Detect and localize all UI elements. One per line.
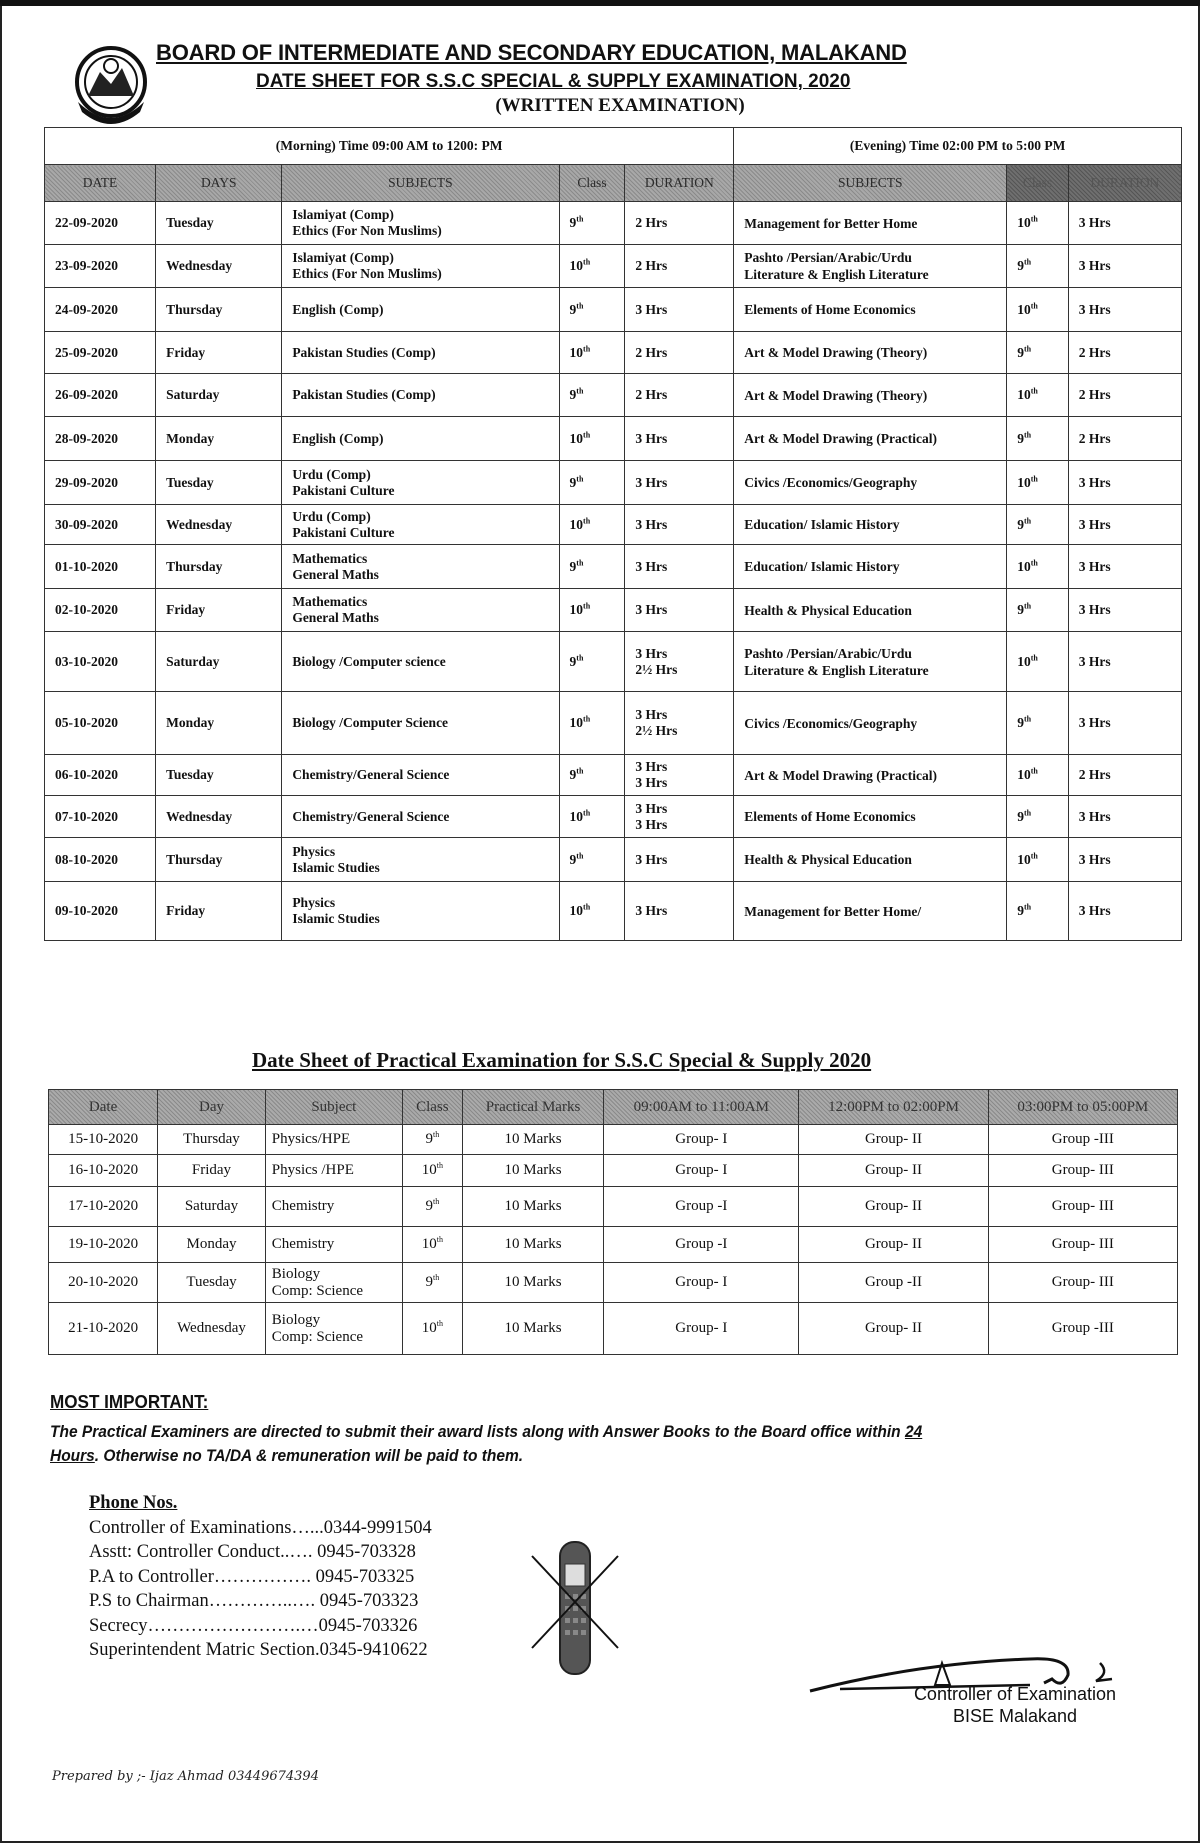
pcol-slot-3: 03:00PM to 05:00PM: [988, 1090, 1177, 1125]
morning-subject: English (Comp): [282, 417, 559, 461]
evening-subject: Education/ Islamic History: [734, 545, 1007, 589]
practical-date: 15-10-2020: [49, 1125, 158, 1155]
col-class-morning: Class: [559, 165, 625, 202]
evening-duration: 3 Hrs: [1068, 461, 1181, 505]
written-row: [45, 692, 1182, 755]
practical-class: 9th: [402, 1263, 462, 1303]
evening-subject: Art & Model Drawing (Theory): [734, 374, 1007, 417]
evening-duration: 3 Hrs: [1068, 838, 1181, 882]
exam-date: 09-10-2020: [45, 882, 156, 941]
practical-date: 19-10-2020: [49, 1227, 158, 1263]
no-mobile-phone-icon: [530, 1538, 620, 1678]
morning-class: 10th: [559, 796, 625, 838]
morning-duration: 2 Hrs: [625, 245, 734, 288]
exam-date: 29-09-2020: [45, 461, 156, 505]
evening-session-label: (Evening) Time 02:00 PM to 5:00 PM: [734, 128, 1182, 165]
evening-class: 9th: [1007, 417, 1068, 461]
evening-class: 9th: [1007, 692, 1068, 755]
practical-row: [49, 1303, 1178, 1355]
morning-class: 10th: [559, 692, 625, 755]
notice-text-1: The Practical Examiners are directed to submit their award lists along with Answer Books to the Board office within: [50, 1423, 905, 1441]
exam-day: Friday: [156, 332, 282, 374]
morning-subject: Mathematics General Maths: [282, 589, 559, 632]
morning-duration: 3 Hrs: [625, 589, 734, 632]
morning-subject: Chemistry/General Science: [282, 796, 559, 838]
morning-duration: 3 Hrs 3 Hrs: [625, 796, 734, 838]
evening-class: 10th: [1007, 755, 1068, 796]
evening-subject: Management for Better Home/: [734, 882, 1007, 941]
evening-duration: 2 Hrs: [1068, 417, 1181, 461]
pcol-subject: Subject: [265, 1090, 402, 1125]
exam-day: Saturday: [156, 374, 282, 417]
practical-slot-1: Group- I: [604, 1263, 799, 1303]
practical-class: 9th: [402, 1125, 462, 1155]
written-row: [45, 882, 1182, 941]
exam-date: 25-09-2020: [45, 332, 156, 374]
morning-class: 10th: [559, 417, 625, 461]
practical-slot-1: Group- I: [604, 1155, 799, 1187]
evening-class: 10th: [1007, 632, 1068, 692]
practical-slot-3: Group- III: [988, 1227, 1177, 1263]
evening-class: 9th: [1007, 332, 1068, 374]
morning-duration: 3 Hrs: [625, 505, 734, 545]
org-title: BOARD OF INTERMEDIATE AND SECONDARY EDUCATION, MALAKAND: [156, 40, 907, 65]
practical-slot-2: Group- II: [799, 1125, 988, 1155]
written-exam-table: [44, 127, 1182, 941]
morning-class: 10th: [559, 245, 625, 288]
phone-entry: P.A to Controller……………. 0945-703325: [89, 1566, 415, 1587]
morning-subject: Physics Islamic Studies: [282, 882, 559, 941]
evening-class: 10th: [1007, 202, 1068, 245]
evening-subject: Management for Better Home: [734, 202, 1007, 245]
evening-duration: 3 Hrs: [1068, 202, 1181, 245]
evening-subject: Pashto /Persian/Arabic/Urdu Literature & English Literature: [734, 632, 1007, 692]
col-class-evening: Class: [1007, 165, 1068, 202]
exam-day: Friday: [156, 589, 282, 632]
written-row: [45, 288, 1182, 332]
practical-marks: 10 Marks: [462, 1187, 604, 1227]
practical-slot-2: Group -II: [799, 1263, 988, 1303]
practical-slot-2: Group- II: [799, 1187, 988, 1227]
evening-class: 10th: [1007, 288, 1068, 332]
practical-subject: Physics/HPE: [265, 1125, 402, 1155]
pcol-class: Class: [402, 1090, 462, 1125]
morning-class: 9th: [559, 461, 625, 505]
practical-marks: 10 Marks: [462, 1125, 604, 1155]
evening-duration: 3 Hrs: [1068, 692, 1181, 755]
written-row: [45, 796, 1182, 838]
practical-day: Thursday: [158, 1125, 266, 1155]
practical-row: [49, 1187, 1178, 1227]
practical-slot-1: Group -I: [604, 1187, 799, 1227]
practical-day: Monday: [158, 1227, 266, 1263]
col-subjects-morning: SUBJECTS: [282, 165, 559, 202]
evening-class: 9th: [1007, 589, 1068, 632]
evening-class: 9th: [1007, 505, 1068, 545]
exam-day: Tuesday: [156, 755, 282, 796]
morning-subject: Chemistry/General Science: [282, 755, 559, 796]
practical-class: 10th: [402, 1227, 462, 1263]
morning-duration: 2 Hrs: [625, 374, 734, 417]
morning-duration: 3 Hrs: [625, 545, 734, 589]
exam-day: Wednesday: [156, 245, 282, 288]
phone-entry: P.S to Chairman…………..…. 0945-703323: [89, 1591, 419, 1611]
phone-entry: Controller of Examinations…...0344-9991504: [89, 1517, 432, 1538]
morning-class: 9th: [559, 838, 625, 882]
evening-class: 10th: [1007, 545, 1068, 589]
practical-subject: Physics /HPE: [265, 1155, 402, 1187]
morning-duration: 2 Hrs: [625, 202, 734, 245]
evening-subject: Health & Physical Education: [734, 589, 1007, 632]
morning-subject: Islamiyat (Comp) Ethics (For Non Muslims): [282, 202, 559, 245]
evening-subject: Education/ Islamic History: [734, 505, 1007, 545]
exam-date: 26-09-2020: [45, 374, 156, 417]
evening-subject: Art & Model Drawing (Practical): [734, 417, 1007, 461]
col-duration-morning: DURATION: [625, 165, 734, 202]
practical-row: [49, 1125, 1178, 1155]
col-subjects-evening: SUBJECTS: [734, 165, 1007, 202]
practical-class: 9th: [402, 1187, 462, 1227]
exam-date: 07-10-2020: [45, 796, 156, 838]
morning-session-label: (Morning) Time 09:00 AM to 1200: PM: [45, 128, 734, 165]
morning-subject: Urdu (Comp) Pakistani Culture: [282, 505, 559, 545]
pcol-slot-2: 12:00PM to 02:00PM: [799, 1090, 988, 1125]
practical-title: Date Sheet of Practical Examination for S.S.C Special & Supply 2020: [252, 1048, 872, 1072]
written-row: [45, 589, 1182, 632]
practical-slot-1: Group- I: [604, 1303, 799, 1355]
evening-class: 9th: [1007, 245, 1068, 288]
exam-date: 23-09-2020: [45, 245, 156, 288]
practical-marks: 10 Marks: [462, 1263, 604, 1303]
morning-subject: Islamiyat (Comp) Ethics (For Non Muslims): [282, 245, 559, 288]
practical-exam-table: [48, 1089, 1178, 1355]
exam-day: Tuesday: [156, 202, 282, 245]
notice-24: 24: [904, 1423, 923, 1441]
evening-class: 9th: [1007, 882, 1068, 941]
practical-marks: 10 Marks: [462, 1303, 604, 1355]
written-row: [45, 374, 1182, 417]
practical-day: Friday: [158, 1155, 266, 1187]
practical-date: 21-10-2020: [49, 1303, 158, 1355]
morning-subject: Mathematics General Maths: [282, 545, 559, 589]
evening-duration: 3 Hrs: [1068, 882, 1181, 941]
exam-day: Wednesday: [156, 796, 282, 838]
exam-day: Friday: [156, 882, 282, 941]
written-row: [45, 838, 1182, 882]
evening-duration: 2 Hrs: [1068, 332, 1181, 374]
morning-duration: 2 Hrs: [625, 332, 734, 374]
evening-subject: Civics /Economics/Geography: [734, 461, 1007, 505]
written-row: [45, 245, 1182, 288]
col-duration-evening: DURATION: [1068, 165, 1181, 202]
evening-duration: 3 Hrs: [1068, 589, 1181, 632]
evening-subject: Health & Physical Education: [734, 838, 1007, 882]
morning-class: 9th: [559, 755, 625, 796]
practical-subject: Biology Comp: Science: [265, 1263, 402, 1303]
practical-row: [49, 1155, 1178, 1187]
evening-duration: 3 Hrs: [1068, 545, 1181, 589]
pcol-slot-1: 09:00AM to 11:00AM: [604, 1090, 799, 1125]
morning-duration: 3 Hrs 2½ Hrs: [625, 692, 734, 755]
practical-slot-3: Group -III: [988, 1125, 1177, 1155]
practical-marks: 10 Marks: [462, 1155, 604, 1187]
morning-class: 9th: [559, 374, 625, 417]
scan-top-edge: [0, 0, 1200, 6]
morning-duration: 3 Hrs: [625, 461, 734, 505]
phone-entry: Superintendent Matric Section.0345-9410622: [89, 1640, 428, 1660]
signatory-org: BISE Malakand: [952, 1706, 1078, 1726]
notice-heading: MOST IMPORTANT:: [50, 1392, 209, 1412]
practical-class: 10th: [402, 1303, 462, 1355]
morning-class: 10th: [559, 589, 625, 632]
morning-duration: 3 Hrs: [625, 882, 734, 941]
morning-subject: Physics Islamic Studies: [282, 838, 559, 882]
exam-date: 01-10-2020: [45, 545, 156, 589]
practical-subject: Biology Comp: Science: [265, 1303, 402, 1355]
practical-date: 17-10-2020: [49, 1187, 158, 1227]
col-days: DAYS: [156, 165, 282, 202]
exam-day: Monday: [156, 692, 282, 755]
evening-subject: Elements of Home Economics: [734, 796, 1007, 838]
written-row: [45, 202, 1182, 245]
exam-day: Thursday: [156, 288, 282, 332]
notice-hours: Hours: [50, 1447, 95, 1465]
exam-subtitle: (WRITTEN EXAMINATION): [495, 95, 745, 116]
written-row: [45, 545, 1182, 589]
exam-day: Thursday: [156, 545, 282, 589]
morning-subject: Urdu (Comp) Pakistani Culture: [282, 461, 559, 505]
phone-heading: Phone Nos.: [89, 1493, 178, 1513]
practical-date: 16-10-2020: [49, 1155, 158, 1187]
signatory: [890, 1683, 1140, 1727]
exam-date: 06-10-2020: [45, 755, 156, 796]
phone-entry: Secrecy…………………….…0945-703326: [89, 1615, 418, 1636]
practical-subject: Chemistry: [265, 1187, 402, 1227]
pcol-marks: Practical Marks: [462, 1090, 604, 1125]
phone-numbers: [89, 1491, 509, 1663]
sheet-title: DATE SHEET FOR S.S.C SPECIAL & SUPPLY EXAMINATION, 2020: [256, 71, 851, 92]
evening-duration: 3 Hrs: [1068, 288, 1181, 332]
morning-class: 9th: [559, 288, 625, 332]
evening-subject: Civics /Economics/Geography: [734, 692, 1007, 755]
exam-date: 02-10-2020: [45, 589, 156, 632]
written-row: [45, 505, 1182, 545]
exam-day: Monday: [156, 417, 282, 461]
evening-duration: 2 Hrs: [1068, 755, 1181, 796]
practical-slot-3: Group- III: [988, 1155, 1177, 1187]
practical-marks: 10 Marks: [462, 1227, 604, 1263]
practical-subject: Chemistry: [265, 1227, 402, 1263]
morning-subject: Pakistan Studies (Comp): [282, 332, 559, 374]
exam-day: Saturday: [156, 632, 282, 692]
exam-date: 08-10-2020: [45, 838, 156, 882]
exam-date: 28-09-2020: [45, 417, 156, 461]
exam-date: 05-10-2020: [45, 692, 156, 755]
practical-class: 10th: [402, 1155, 462, 1187]
practical-slot-1: Group- I: [604, 1125, 799, 1155]
evening-class: 10th: [1007, 838, 1068, 882]
practical-row: [49, 1227, 1178, 1263]
evening-subject: Art & Model Drawing (Theory): [734, 332, 1007, 374]
practical-day: Saturday: [158, 1187, 266, 1227]
morning-subject: Pakistan Studies (Comp): [282, 374, 559, 417]
morning-class: 9th: [559, 202, 625, 245]
exam-day: Thursday: [156, 838, 282, 882]
exam-date: 03-10-2020: [45, 632, 156, 692]
evening-duration: 3 Hrs: [1068, 505, 1181, 545]
morning-class: 10th: [559, 332, 625, 374]
practical-row: [49, 1263, 1178, 1303]
notice-text-2: . Otherwise no TA/DA & remuneration will be paid to them.: [94, 1447, 524, 1465]
morning-class: 9th: [559, 632, 625, 692]
morning-subject: English (Comp): [282, 288, 559, 332]
evening-duration: 3 Hrs: [1068, 632, 1181, 692]
exam-date: 24-09-2020: [45, 288, 156, 332]
notice-body: [50, 1420, 1093, 1468]
written-row: [45, 417, 1182, 461]
practical-day: Wednesday: [158, 1303, 266, 1355]
evening-class: 10th: [1007, 374, 1068, 417]
practical-slot-2: Group- II: [799, 1227, 988, 1263]
morning-class: 10th: [559, 505, 625, 545]
exam-date: 22-09-2020: [45, 202, 156, 245]
morning-subject: Biology /Computer Science: [282, 692, 559, 755]
exam-day: Tuesday: [156, 461, 282, 505]
written-row: [45, 332, 1182, 374]
morning-duration: 3 Hrs: [625, 838, 734, 882]
morning-duration: 3 Hrs: [625, 288, 734, 332]
morning-subject: Biology /Computer science: [282, 632, 559, 692]
evening-subject: Elements of Home Economics: [734, 288, 1007, 332]
exam-day: Wednesday: [156, 505, 282, 545]
col-date: DATE: [45, 165, 156, 202]
signatory-title: Controller of Examination: [913, 1684, 1117, 1704]
morning-duration: 3 Hrs 3 Hrs: [625, 755, 734, 796]
evening-duration: 3 Hrs: [1068, 796, 1181, 838]
evening-duration: 3 Hrs: [1068, 245, 1181, 288]
practical-slot-1: Group -I: [604, 1227, 799, 1263]
morning-class: 10th: [559, 882, 625, 941]
morning-duration: 3 Hrs 2½ Hrs: [625, 632, 734, 692]
practical-slot-3: Group- III: [988, 1263, 1177, 1303]
prepared-by: Prepared by ;- Ijaz Ahmad 03449674394: [52, 1769, 319, 1784]
practical-slot-3: Group -III: [988, 1303, 1177, 1355]
pcol-date: Date: [49, 1090, 158, 1125]
practical-slot-3: Group- III: [988, 1187, 1177, 1227]
evening-subject: Pashto /Persian/Arabic/Urdu Literature & English Literature: [734, 245, 1007, 288]
evening-duration: 2 Hrs: [1068, 374, 1181, 417]
pcol-day: Day: [158, 1090, 266, 1125]
practical-slot-2: Group- II: [799, 1155, 988, 1187]
evening-class: 10th: [1007, 461, 1068, 505]
exam-date: 30-09-2020: [45, 505, 156, 545]
evening-subject: Art & Model Drawing (Practical): [734, 755, 1007, 796]
written-row: [45, 755, 1182, 796]
morning-class: 9th: [559, 545, 625, 589]
practical-date: 20-10-2020: [49, 1263, 158, 1303]
practical-slot-2: Group- II: [799, 1303, 988, 1355]
written-row: [45, 461, 1182, 505]
written-row: [45, 632, 1182, 692]
morning-duration: 3 Hrs: [625, 417, 734, 461]
practical-day: Tuesday: [158, 1263, 266, 1303]
phone-entry: Asstt: Controller Conduct..…. 0945-703328: [89, 1542, 416, 1562]
evening-class: 9th: [1007, 796, 1068, 838]
